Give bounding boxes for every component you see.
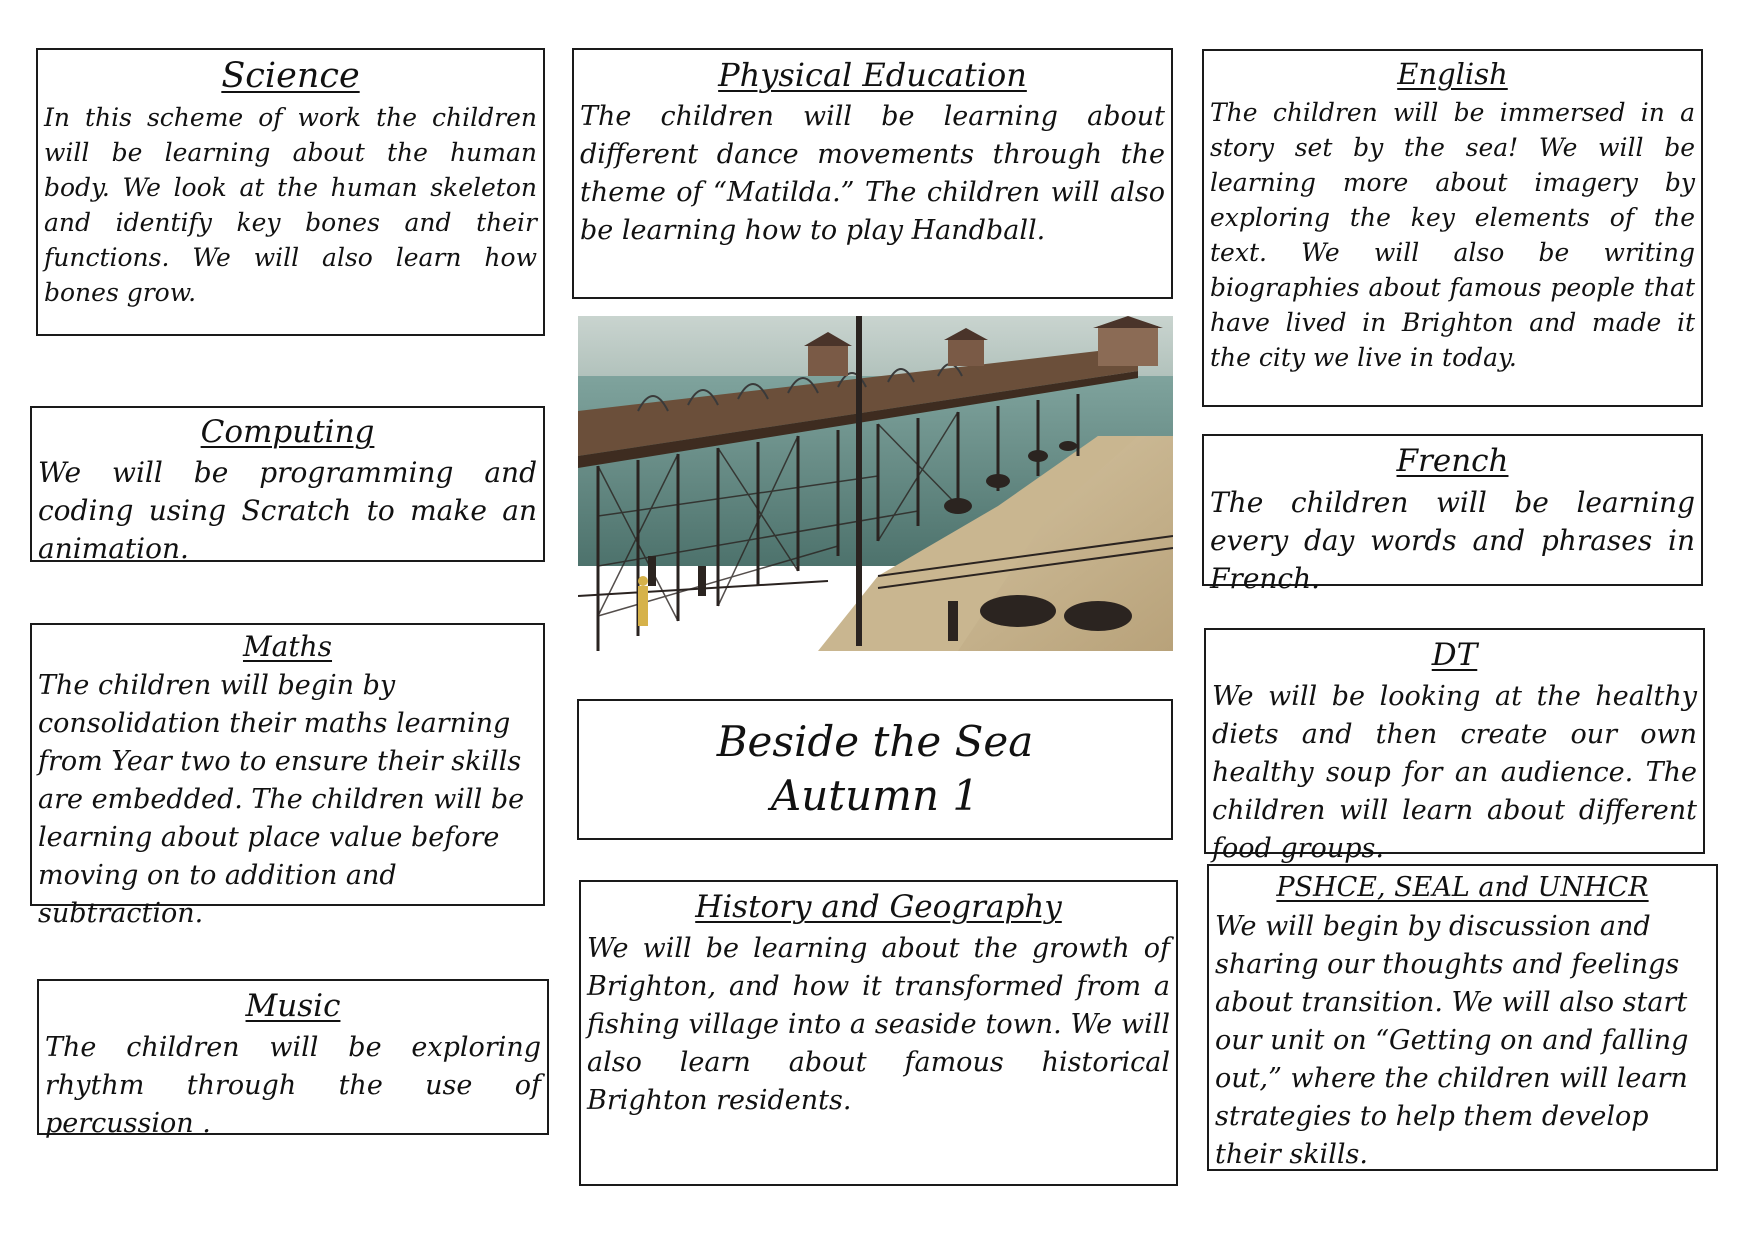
maths-text: The children will begin by consolidation their maths learning from Year two to ensure their skills are embedded. The children will be learning about place value before moving on to addition and subtraction. [38,670,525,929]
dt-text: We will be looking at the healthy diets and then create our own healthy soup for an audience. The children will learn about different food groups. [1212,681,1697,864]
english-title: English [1397,57,1508,91]
physical-education-title: Physical Education [718,56,1027,94]
topic-term: Autumn 1 [770,770,980,820]
dt-box [1204,628,1705,864]
science-box [36,48,545,336]
pshce-text: We will begin by discussion and sharing our thoughts and feelings about transition. We will also start our unit on “Getting on and falling out,” where the children will learn strategies to help them develop their skills. [1215,911,1689,1170]
history-geography-box [579,880,1178,1186]
french-box [1202,434,1703,595]
science-title: Science [221,56,360,96]
topic-title-box [577,699,1173,840]
computing-title: Computing [200,414,375,450]
music-text: The children will be exploring rhythm through the use of percussion . [45,1032,541,1139]
history-geography-text: We will be learning about the growth of Brighton, and how it transformed from a fishing village into a seaside town. We will also learn about famous historical Brighton residents. [587,933,1170,1116]
music-title: Music [245,988,341,1024]
music-box [37,979,549,1139]
french-text: The children will be learning every day words and phrases in French. [1210,486,1695,595]
physical-education-text: The children will be learning about different dance movements through the theme of “Matilda.” The children will also be learning how to play Handball. [580,101,1165,246]
maths-box [30,623,545,929]
english-box [1202,49,1703,407]
physical-education-box [572,48,1173,299]
history-geography-title: History and Geography [695,889,1062,925]
science-text: In this scheme of work the children will be learning about the human body. We look at the human skeleton and identify key bones and their functions. We will also learn how bones grow. [44,103,537,307]
english-text: The children will be immersed in a story set by the sea! We will be learning more about imagery by exploring the key elements of the text. We will also be writing biographies about famous people that have lived in Brighton and made it the city we live in today. [1210,98,1695,372]
dt-title: DT [1431,637,1478,673]
maths-title: Maths [242,630,333,663]
french-title: French [1396,443,1509,479]
pshce-title: PSHCE, SEAL and UNHCR [1276,872,1649,903]
brighton-pier-image [578,316,1173,651]
pshce-box [1207,864,1718,1171]
topic-title: Beside the Sea [716,716,1034,766]
computing-box [30,406,545,565]
computing-text: We will be programming and coding using Scratch to make an animation. [38,456,537,565]
